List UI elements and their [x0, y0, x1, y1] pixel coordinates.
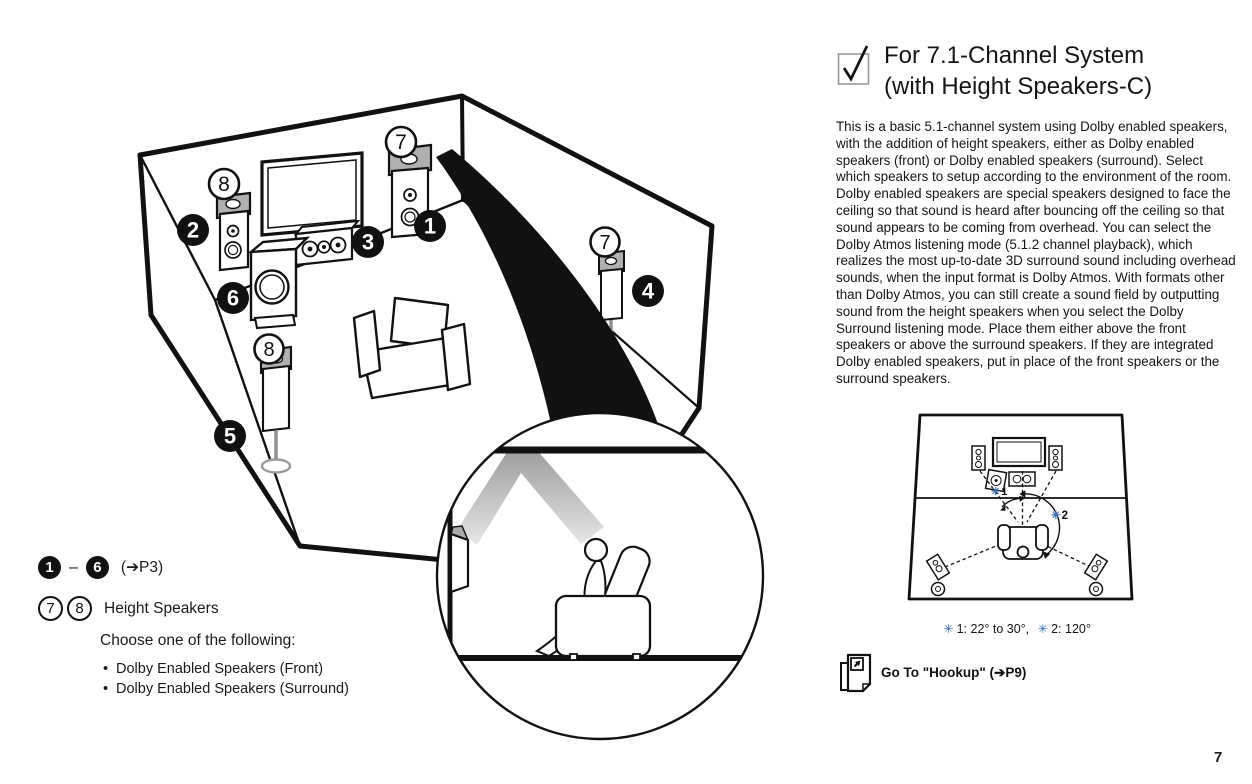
svg-text:3: 3 — [361, 229, 375, 255]
paragraph-2: Dolby enabled speakers are special speakers designed to face the ceiling so that sound is heard after bouncing off the ceiling so that sound appears to be coming from overhead. You can select the Dolby Atmos listening mode (5.1.2 channel playback), which realizes the most up-to-date 3D surround sound including overhead sounds, when the input format is Dolby Atmos. With formats other than Dolby Atmos, you can still create a sound field by outputting sound from the height speakers when you select the Dolby Surround listening mode. Place them either above the front speakers or above the surround speakers. If they are integrated Dolby enabled speakers, put in place of the front speakers or the surround speakers. — [836, 186, 1236, 386]
paragraph-1: This is a basic 5.1-channel system using Dolby enabled speakers, with the addition of height speakers, either as Dolby enabled speakers (front) or Dolby enabled speakers (surround). Select which speakers to setup according to the environment of the room. — [836, 119, 1232, 185]
legend-page-ref: (➔P3) — [120, 559, 164, 576]
checkbox-checked-icon — [836, 42, 873, 86]
svg-text:8: 8 — [263, 339, 275, 361]
legend-badge-1: 1 — [38, 556, 61, 579]
svg-text:1: 1 — [423, 213, 437, 239]
mini-tv — [993, 438, 1045, 466]
badge-8-surround — [255, 335, 284, 364]
svg-text:6: 6 — [226, 285, 240, 311]
badge-7-surround — [591, 228, 620, 257]
page-number: 7 — [1214, 749, 1223, 766]
legend — [38, 556, 458, 699]
armchair — [354, 298, 470, 398]
goto-hookup — [839, 653, 1238, 694]
article-column — [836, 40, 1238, 694]
badge-8-front — [209, 169, 239, 199]
legend-badge-7: 7 — [38, 596, 63, 621]
mini-front-left — [972, 446, 985, 470]
setup-angle-diagram — [893, 409, 1141, 609]
badge-5 — [214, 420, 246, 452]
legend-height-line — [38, 596, 458, 621]
goto-page-icon — [839, 653, 873, 694]
badge-2 — [177, 214, 209, 246]
svg-text:5: 5 — [223, 423, 237, 449]
badge-4 — [632, 275, 664, 307]
svg-text:4: 4 — [641, 278, 655, 304]
speaker-options-list — [38, 659, 458, 699]
badge-3 — [352, 226, 384, 258]
angle-caption: ✳ 1: 22° to 30°, ✳ 2: 120° — [943, 621, 1091, 636]
mini-sofa-listener — [998, 525, 1048, 559]
surround-left-speaker — [261, 347, 291, 473]
badge-7-front — [386, 127, 416, 157]
svg-text:2: 2 — [186, 217, 200, 243]
title-row — [836, 40, 1238, 102]
svg-text:7: 7 — [395, 131, 407, 154]
page-title: For 7.1-Channel System (with Height Speakers-C) — [884, 42, 1153, 100]
legend-range-line — [38, 556, 458, 579]
zoom-swoosh — [436, 149, 667, 452]
svg-text:8: 8 — [218, 173, 230, 196]
front-left-speaker — [217, 193, 250, 270]
legend-badge-8: 8 — [67, 596, 92, 621]
body-text — [836, 119, 1238, 388]
center-speaker — [296, 221, 358, 265]
mini-front-right — [1049, 446, 1062, 470]
inset-circle — [436, 413, 764, 739]
legend-badge-6: 6 — [86, 556, 109, 579]
angle-2-label: ✳2 — [1051, 509, 1069, 522]
badge-6 — [217, 282, 249, 314]
legend-dash: – — [69, 558, 78, 576]
choose-label: Choose one of the following: — [100, 632, 296, 649]
badge-1 — [414, 210, 446, 242]
height-speakers-label: Height Speakers — [104, 599, 219, 617]
option-dolby-surround: • Dolby Enabled Speakers (Surround) — [116, 679, 458, 699]
svg-text:7: 7 — [599, 232, 611, 254]
option-dolby-front: • Dolby Enabled Speakers (Front) — [116, 659, 458, 679]
angle-1-label: ✳1 — [991, 485, 1008, 498]
goto-label: Go To "Hookup" (➔P9) — [881, 665, 1027, 681]
